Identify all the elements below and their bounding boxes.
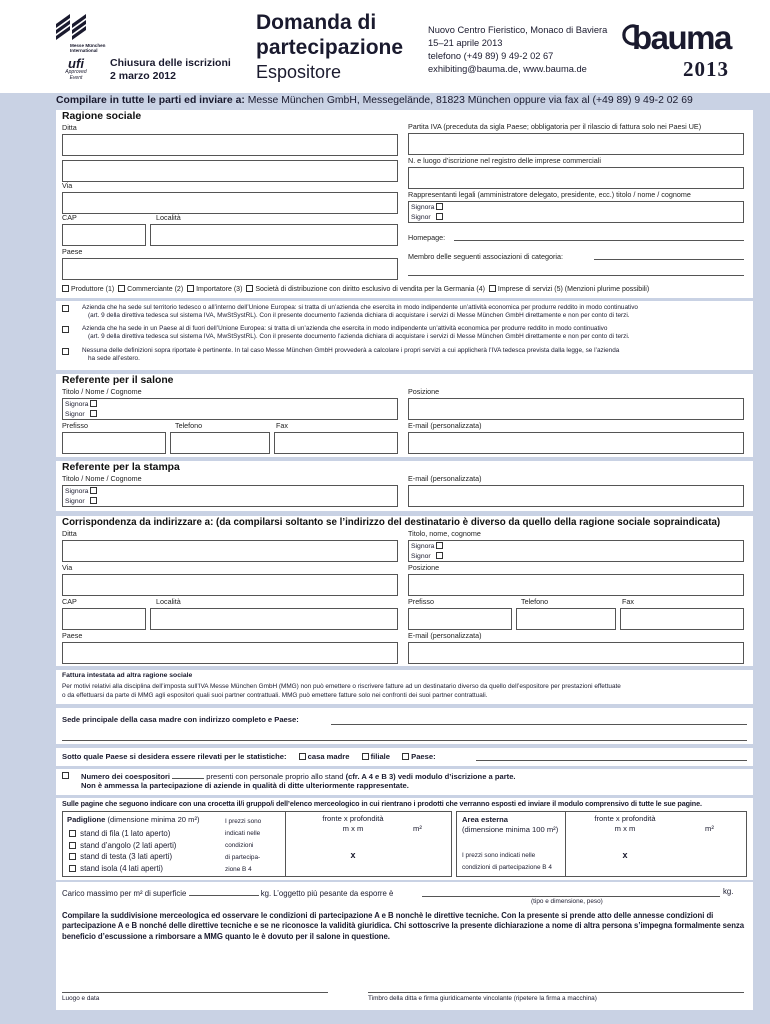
stand-type-2[interactable]: stand d’angolo (2 lati aperti) bbox=[67, 840, 176, 852]
corr-telefono-field[interactable] bbox=[516, 608, 616, 630]
type-checkbox-2[interactable] bbox=[118, 285, 125, 292]
coexh-count-field[interactable] bbox=[172, 771, 204, 779]
coexh-checkbox[interactable] bbox=[62, 772, 69, 779]
member-field[interactable] bbox=[594, 259, 744, 260]
corr-fax-field[interactable] bbox=[620, 608, 744, 630]
bauma-wordmark: bauma bbox=[632, 19, 731, 56]
salone-telefono-label: Telefono bbox=[175, 421, 203, 430]
salone-signor-checkbox[interactable] bbox=[90, 410, 97, 417]
sede-field-2[interactable] bbox=[62, 740, 747, 741]
pad-dim-field[interactable] bbox=[289, 836, 449, 874]
fair-dates: 15–21 aprile 2013 bbox=[428, 38, 503, 48]
final-section bbox=[56, 882, 753, 1010]
stats-label: Sotto quale Paese si desidera essere rilevati per le statistiche: bbox=[62, 752, 287, 761]
legal-reps-title[interactable] bbox=[408, 201, 744, 223]
pad-box bbox=[62, 811, 452, 877]
stats-checkbox-3[interactable] bbox=[402, 753, 409, 760]
stand-type-4[interactable]: stand isola (4 lati aperti) bbox=[67, 863, 176, 875]
vat-checkbox-1[interactable] bbox=[62, 305, 69, 312]
salone-signora-checkbox[interactable] bbox=[90, 400, 97, 407]
salone-fax-label: Fax bbox=[276, 421, 288, 430]
coexh-section bbox=[56, 769, 753, 795]
stand-type-1-checkbox[interactable] bbox=[69, 830, 76, 837]
legal-text: Compilare la suddivisione merceologica ed osservare le condizioni di partecipazione A e B nonchè le direttive tecniche. Con la presente si prende atto delle annesse condizioni di partecipazione A e B nonché delle direttive tecniche e se ne riconosce la validità giuridica. Chi sottoscrive la presente dichiarazione a nome di altra persona s’impegna formalmente senza beneficio d’escussione a rimborsare a MMG quanto le è dovuto per il salone in questione. bbox=[62, 911, 745, 941]
vat-option-3: Nessuna delle definizioni sopra riportate è pertinente. In tal caso Messe München GmbH provvederà a calcolare i propri servizi a cui applicherà l’IVA tedesca prevista dalla legge, se l’azienda ha sede all’estero. bbox=[62, 347, 752, 364]
stampa-signora-checkbox[interactable] bbox=[90, 487, 97, 494]
pad-divider bbox=[285, 812, 286, 876]
area-title: Area esterna bbox=[462, 815, 509, 824]
corr-signor[interactable]: Signor bbox=[411, 552, 741, 562]
corr-prefisso-field[interactable] bbox=[408, 608, 512, 630]
paese-field[interactable] bbox=[62, 258, 398, 280]
corr-fax-label: Fax bbox=[622, 597, 634, 606]
corr-section bbox=[56, 516, 753, 666]
corr-prefisso-label: Prefisso bbox=[408, 597, 434, 606]
vat-options bbox=[56, 301, 753, 370]
pad-x: x bbox=[350, 850, 356, 860]
salone-posizione-field[interactable] bbox=[408, 398, 744, 420]
type-checkbox-1[interactable] bbox=[62, 285, 69, 292]
paese-label: Paese bbox=[62, 247, 83, 256]
corr-paese-field[interactable] bbox=[62, 642, 398, 664]
area-min: (dimensione minima 100 m²) bbox=[462, 825, 559, 834]
corr-via-label: Via bbox=[62, 563, 73, 572]
stand-type-3[interactable]: stand di testa (3 lati aperti) bbox=[67, 851, 176, 863]
vat-option-1: Azienda che ha sede sul territorio tedesco o all’interno dell’Unione Europea: si tratta di un’azienda che esercita in modo indipendente un’attività economica per produrre reddito in modo continuativo (art. 9 della direttiva tedesca sul sistema IVA, MwStSystRL). Con il presente documento l’azienda dichiara di acquistare i servizi di Messe München GmbH direttamente e non per conto di terzi. bbox=[62, 304, 752, 321]
corr-ditta-field[interactable] bbox=[62, 540, 398, 562]
vat-checkbox-2[interactable] bbox=[62, 326, 69, 333]
venue: Nuovo Centro Fieristico, Monaco di Baviera bbox=[428, 25, 608, 35]
corr-titolo-field[interactable] bbox=[408, 540, 744, 562]
bauma-year: 2013 bbox=[683, 57, 729, 81]
heaviest-object-field[interactable] bbox=[422, 896, 720, 897]
fattura-section bbox=[56, 670, 753, 704]
register-field[interactable] bbox=[408, 167, 744, 189]
stats-country-field[interactable] bbox=[476, 760, 747, 761]
bauma-logo bbox=[620, 20, 755, 84]
deadline-label: Chiusura delle iscrizioni bbox=[110, 57, 231, 69]
corr-title: Corrispondenza da indirizzare a: (da compilarsi soltanto se l’indirizzo del destinatario è diverso da quello della ragione sociale sopraindicata) bbox=[62, 517, 721, 528]
pad-front-label: fronte x profondità bbox=[322, 814, 384, 823]
via-field[interactable] bbox=[62, 192, 398, 214]
corr-email-label: E-mail (personalizzata) bbox=[408, 631, 482, 640]
signora-option[interactable]: Signora bbox=[411, 203, 741, 213]
title-line3: Espositore bbox=[256, 62, 342, 82]
title-line1: Domanda di bbox=[256, 11, 377, 34]
load-max-field[interactable] bbox=[189, 888, 259, 896]
fattura-title: Fattura intestata ad altra ragione sociale bbox=[62, 672, 193, 679]
cap-label: CAP bbox=[62, 213, 77, 222]
salone-name-field[interactable] bbox=[62, 398, 398, 420]
org-name bbox=[70, 43, 105, 53]
corr-localita-label: Località bbox=[156, 597, 181, 606]
salone-prefisso-label: Prefisso bbox=[62, 421, 88, 430]
ufi-logo bbox=[60, 58, 92, 86]
stampa-signora[interactable]: Signora bbox=[65, 487, 395, 497]
corr-titolo-label: Titolo, nome, cognome bbox=[408, 529, 481, 538]
company-title: Ragione sociale bbox=[62, 111, 142, 122]
deadline-date: 2 marzo 2012 bbox=[110, 70, 176, 82]
vat-checkbox-3[interactable] bbox=[62, 348, 69, 355]
corr-posizione-field[interactable] bbox=[408, 574, 744, 596]
corr-email-field[interactable] bbox=[408, 642, 744, 664]
salone-title: Referente per il salone bbox=[62, 375, 174, 386]
legal-reps-label: Rappresentanti legali (amministratore delegato, presidente, ecc.) titolo / nome / cognome bbox=[408, 190, 691, 199]
member-label: Membro delle seguenti associazioni di categoria: bbox=[408, 252, 564, 261]
corr-telefono-label: Telefono bbox=[521, 597, 549, 606]
org-line1: Messe München bbox=[70, 43, 106, 48]
stampa-title: Referente per la stampa bbox=[62, 462, 180, 473]
stand-intro: Sulle pagine che seguono indicare con una crocetta il/i gruppo/i dell’elenco merceologico in cui rientrano i prodotti che verranno esposti ed inviare il modulo comprensivo di tutte le sue pagine. bbox=[62, 799, 702, 808]
area-divider bbox=[565, 812, 566, 876]
homepage-label: Homepage: bbox=[408, 233, 446, 242]
stand-type-4-checkbox[interactable] bbox=[69, 865, 76, 872]
stand-type-1[interactable]: stand di fila (1 lato aperto) bbox=[67, 828, 176, 840]
area-x: x bbox=[622, 850, 628, 860]
stampa-email-label: E-mail (personalizzata) bbox=[408, 474, 482, 483]
corr-cap-field[interactable] bbox=[62, 608, 146, 630]
corr-paese-label: Paese bbox=[62, 631, 83, 640]
member-field-2[interactable] bbox=[408, 275, 744, 276]
fattura-line2: o da effettuarsi da parte di MMG agli espositori quali suoi partner contrattuali. MMG può emettere fatture solo nei confronti dei suoi partner contrattuali. bbox=[62, 692, 488, 699]
instruction-bold: Compilare in tutte le parti ed inviare a: bbox=[56, 95, 245, 106]
homepage-field[interactable] bbox=[454, 240, 744, 241]
signora-checkbox[interactable] bbox=[436, 203, 443, 210]
vat-label: Partita IVA (preceduta da sigla Paese; obbligatoria per il rilascio di fattura solo nei Paesi UE) bbox=[408, 122, 702, 131]
load-kg2: kg. bbox=[723, 887, 734, 896]
pad-title-row: Padiglione (dimensione minima 20 m²) bbox=[67, 815, 200, 824]
corr-signora[interactable]: Signora bbox=[411, 542, 741, 552]
coexh-row: Numero dei coespositori presenti con personale proprio allo stand (cfr. A 4 e B 3) vedi modulo d’iscrizione a parte. bbox=[81, 772, 516, 781]
salone-fax-field[interactable] bbox=[274, 432, 398, 454]
sede-field[interactable] bbox=[331, 724, 747, 725]
signature-field[interactable] bbox=[368, 992, 744, 993]
area-mxm-label: m x m bbox=[614, 824, 636, 833]
type-checkbox-3[interactable] bbox=[187, 285, 194, 292]
stampa-name-field[interactable] bbox=[62, 485, 398, 507]
ufi-sub2: Event bbox=[69, 74, 83, 81]
salone-name-label: Titolo / Nome / Cognome bbox=[62, 387, 142, 396]
phone: telefono (+49 89) 9 49-2 02 67 bbox=[428, 51, 554, 61]
coexh-line2: Non è ammessa la partecipazione di aziende in qualità di ditte ulteriormente rappresentate. bbox=[81, 781, 409, 790]
corr-signor-checkbox[interactable] bbox=[436, 552, 443, 559]
vat-field[interactable] bbox=[408, 133, 744, 155]
salone-email-field[interactable] bbox=[408, 432, 744, 454]
stand-section bbox=[56, 798, 753, 880]
salone-telefono-field[interactable] bbox=[170, 432, 270, 454]
instruction bbox=[56, 95, 693, 107]
stampa-signor[interactable]: Signor bbox=[65, 497, 395, 507]
register-label: N. e luogo d’iscrizione nel registro delle imprese commerciali bbox=[408, 156, 601, 165]
via-label: Via bbox=[62, 181, 73, 190]
sede-label: Sede principale della casa madre con indirizzo completo e Paese: bbox=[62, 715, 299, 724]
deadline-block bbox=[110, 57, 231, 83]
form-title bbox=[256, 10, 403, 85]
type-checkbox-5[interactable] bbox=[489, 285, 496, 292]
messe-logo bbox=[56, 14, 90, 44]
stampa-name-label: Titolo / Nome / Cognome bbox=[62, 474, 142, 483]
salone-posizione-label: Posizione bbox=[408, 387, 440, 396]
fattura-line1: Per motivi relativi alla disciplina dell’imposta sull’IVA Messe München GmbH (MMG) non può emettere o riscrivere fatture ad un destinatario diverso da quello dell’espositore per prestazioni effettuate bbox=[62, 683, 621, 690]
vat-option-2: Azienda che ha sede in un Paese al di fuori dell’Unione Europea: si tratta di un’azienda che esercita in modo indipendente un’attività economica per produrre reddito in modo continuativo (art. 9 della direttiva tedesca sul sistema IVA, MwStSystRL). Con il presente documento l’azienda dichiara di acquistare i servizi di Messe München GmbH direttamente e non per conto di terzi. bbox=[62, 325, 752, 342]
type-checkbox-4[interactable] bbox=[246, 285, 253, 292]
ditta-field-2[interactable] bbox=[62, 160, 398, 182]
instruction-text: Messe München GmbH, Messegelände, 81823 München oppure via fax al (+49 89) 9 49-2 02 69 bbox=[244, 95, 693, 106]
corr-cap-label: CAP bbox=[62, 597, 77, 606]
area-box bbox=[456, 811, 747, 877]
org-line2: International bbox=[70, 48, 98, 53]
company-section bbox=[56, 110, 753, 298]
area-price-note: I prezzi sono indicati nelle condizioni di partecipazione B 4 bbox=[462, 852, 552, 871]
stand-type-2-checkbox[interactable] bbox=[69, 842, 76, 849]
salone-section bbox=[56, 374, 753, 457]
place-date-label: Luogo e data bbox=[62, 995, 100, 1002]
corr-signora-checkbox[interactable] bbox=[436, 542, 443, 549]
corr-posizione-label: Posizione bbox=[408, 563, 440, 572]
title-line2: partecipazione bbox=[256, 36, 404, 59]
pad-price-note: I prezzi sono indicati nelle condizioni di partecipa- zione B 4 bbox=[225, 818, 262, 873]
place-date-field[interactable] bbox=[62, 992, 328, 993]
stampa-signor-checkbox[interactable] bbox=[90, 497, 97, 504]
area-front-label: fronte x profondità bbox=[594, 814, 656, 823]
corr-localita-field[interactable] bbox=[150, 608, 398, 630]
contact: exhibiting@bauma.de, www.bauma.de bbox=[428, 64, 587, 74]
stats-section bbox=[56, 748, 753, 766]
stand-type-3-checkbox[interactable] bbox=[69, 853, 76, 860]
salone-prefisso-field[interactable] bbox=[62, 432, 166, 454]
stampa-section bbox=[56, 461, 753, 511]
area-dim-field[interactable] bbox=[569, 836, 739, 874]
stats-checkbox-1[interactable] bbox=[299, 753, 306, 760]
stand-type-list bbox=[67, 828, 176, 874]
load-row: Carico massimo per m² di superficie kg. L’oggetto più pesante da esporre è bbox=[62, 889, 394, 898]
ditta-label: Ditta bbox=[62, 123, 77, 132]
fair-info bbox=[428, 24, 607, 76]
pad-mxm-label: m x m bbox=[342, 824, 364, 833]
salone-email-label: E-mail (personalizzata) bbox=[408, 421, 482, 430]
ufi-sub1: Approved bbox=[65, 69, 87, 75]
salone-signor[interactable]: Signor bbox=[65, 410, 395, 420]
sede-section bbox=[56, 708, 753, 744]
signor-option[interactable]: Signor bbox=[411, 213, 741, 223]
signature-label: Timbro della ditta e firma giuridicamente vincolante (ripetere la firma a macchina) bbox=[368, 995, 597, 1002]
company-types: Produttore (1) Commerciante (2) Importatore (3) Società di distribuzione con diritto esclusivo di vendita per la Germania (4) Imprese di servizi (5) (Menzioni plurime possibili) bbox=[62, 285, 649, 294]
salone-signora[interactable]: Signora bbox=[65, 400, 395, 410]
stats-row: Sotto quale Paese si desidera essere rilevati per le statistiche: casa madre filiale Paese: bbox=[62, 752, 436, 761]
corr-ditta-label: Ditta bbox=[62, 529, 77, 538]
area-m2-label: m² bbox=[705, 824, 714, 833]
corr-via-field[interactable] bbox=[62, 574, 398, 596]
stats-checkbox-2[interactable] bbox=[362, 753, 369, 760]
ditta-field-1[interactable] bbox=[62, 134, 398, 156]
signor-checkbox[interactable] bbox=[436, 213, 443, 220]
stampa-email-field[interactable] bbox=[408, 485, 744, 507]
localita-label: Località bbox=[156, 213, 181, 222]
cap-field[interactable] bbox=[62, 224, 146, 246]
localita-field[interactable] bbox=[150, 224, 398, 246]
ufi-label: ufi bbox=[68, 56, 84, 71]
load-sub: (tipo e dimensione, peso) bbox=[531, 898, 603, 905]
pad-m2-label: m² bbox=[413, 824, 422, 833]
